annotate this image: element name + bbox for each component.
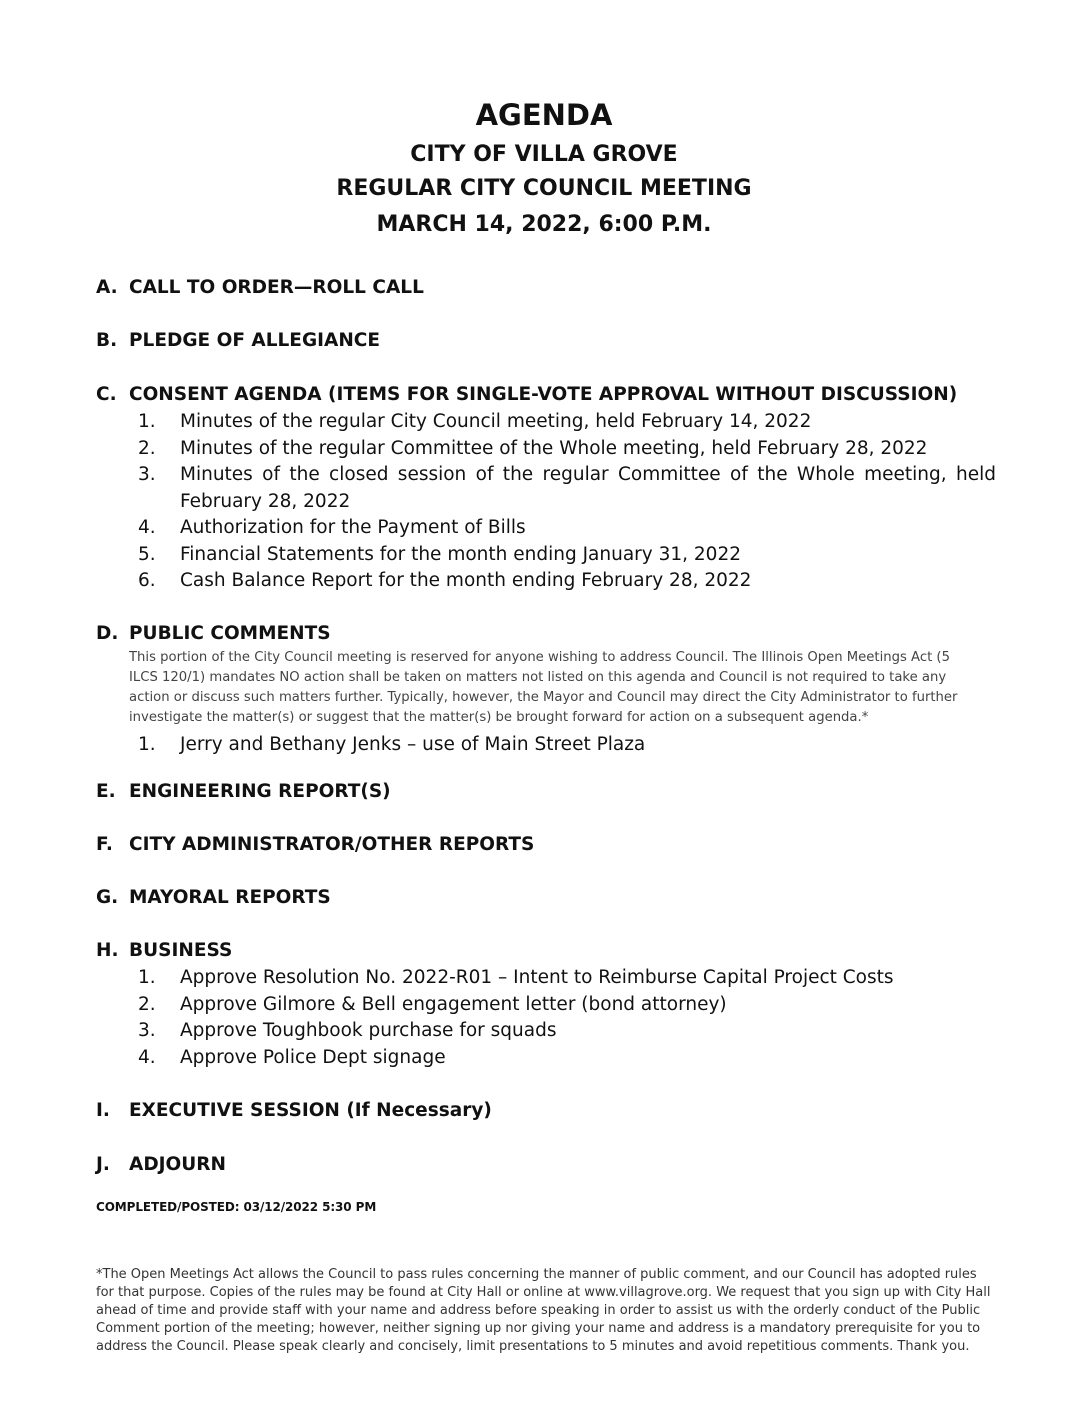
list-item	[96, 568, 996, 595]
section-j	[96, 1154, 996, 1175]
section-h	[96, 940, 996, 1071]
section-c	[96, 384, 996, 595]
section-b	[96, 330, 996, 351]
section-letter: G.	[96, 887, 119, 908]
item-number: 1.	[138, 967, 156, 988]
section-title: BUSINESS	[129, 940, 233, 961]
item-number: 4.	[138, 517, 156, 538]
list-item	[96, 462, 996, 515]
item-text: Cash Balance Report for the month ending February 28, 2022	[180, 570, 752, 591]
section-heading	[96, 834, 996, 855]
section-title: CITY ADMINISTRATOR/OTHER REPORTS	[129, 834, 535, 855]
section-a	[96, 277, 996, 298]
list-item	[96, 542, 996, 569]
section-d	[96, 623, 996, 759]
item-text: Approve Gilmore & Bell engagement letter (bond attorney)	[180, 993, 727, 1015]
item-number: 1.	[138, 734, 156, 755]
public-comments-note: This portion of the City Council meeting is reserved for anyone wishing to address Council. The Illinois Open Meetings Act (5 ILCS 120/1) mandates NO action shall be taken on matters not listed on this agenda and Council is not required to take any action or discuss such matters further. Typically, however, the Mayor and Council may direct the City Administrator to further investigate the matter(s) or suggest that the matter(s) be brought forward for action on a subsequent agenda.*	[129, 650, 958, 725]
section-letter: E.	[96, 781, 116, 802]
item-text: Approve Resolution No. 2022-R01 – Intent to Reimburse Capital Project Costs	[180, 967, 894, 988]
list-item	[96, 992, 996, 1019]
section-heading	[96, 384, 996, 405]
list-item	[96, 1045, 996, 1072]
item-text: Approve Police Dept signage	[180, 1046, 446, 1068]
section-e	[96, 781, 996, 802]
public-comments-list	[96, 732, 996, 759]
section-heading	[96, 887, 996, 908]
item-text: Financial Statements for the month ending January 31, 2022	[180, 543, 741, 565]
item-number: 5.	[138, 543, 156, 565]
section-title: ENGINEERING REPORT(S)	[129, 781, 391, 802]
section-f	[96, 834, 996, 855]
item-text: Authorization for the Payment of Bills	[180, 517, 526, 538]
list-item	[96, 409, 996, 436]
item-text: Minutes of the regular City Council meeting, held February 14, 2022	[180, 411, 812, 432]
meeting-date-time: MARCH 14, 2022, 6:00 P.M.	[376, 212, 712, 237]
section-title: PUBLIC COMMENTS	[129, 623, 331, 644]
list-item	[96, 1018, 996, 1045]
section-heading	[96, 940, 996, 961]
section-letter: C.	[96, 384, 117, 405]
item-number: 6.	[138, 570, 156, 591]
section-heading	[96, 1100, 996, 1121]
section-letter: I.	[96, 1100, 110, 1121]
section-title: CALL TO ORDER—ROLL CALL	[129, 277, 424, 298]
section-letter: H.	[96, 940, 119, 961]
section-letter: A.	[96, 277, 118, 298]
item-number: 2.	[138, 437, 156, 459]
item-number: 1.	[138, 411, 156, 432]
section-title: EXECUTIVE SESSION (If Necessary)	[129, 1100, 492, 1121]
item-number: 3.	[138, 464, 156, 485]
footnote: *The Open Meetings Act allows the Council to pass rules concerning the manner of public comment, and our Council has adopted rules for that purpose. Copies of the rules may be found at City Hall or online at www.villagrove.org. We request that you sign up with City Hall ahead of time and provide staff with your name and address before speaking in order to assist us with the orderly conduct of the Public Comment portion of the meeting; however, neither signing up nor giving your name and address is a mandatory prerequisite for you to address the Council. Please speak clearly and concisely, limit presentations to 5 minutes and avoid repetitious comments. Thank you.	[96, 1267, 991, 1354]
list-item	[96, 965, 996, 992]
list-item	[96, 436, 996, 463]
section-heading	[96, 330, 996, 351]
item-text: Approve Toughbook purchase for squads	[180, 1020, 557, 1041]
section-heading	[96, 1154, 996, 1175]
section-heading	[96, 623, 996, 644]
section-title: ADJOURN	[129, 1154, 227, 1175]
item-text: Jerry and Bethany Jenks – use of Main Street Plaza	[180, 734, 646, 755]
section-title: MAYORAL REPORTS	[129, 887, 331, 908]
section-i	[96, 1100, 996, 1121]
item-text: Minutes of the closed session of the regular Committee of the Whole meeting, held February 28, 2022	[180, 464, 996, 512]
item-text: Minutes of the regular Committee of the Whole meeting, held February 28, 2022	[180, 437, 928, 459]
section-heading	[96, 781, 996, 802]
list-item	[96, 515, 996, 542]
section-g	[96, 887, 996, 908]
meeting-name: REGULAR CITY COUNCIL MEETING	[336, 176, 752, 201]
item-number: 2.	[138, 993, 156, 1015]
item-number: 4.	[138, 1046, 156, 1068]
section-title: PLEDGE OF ALLEGIANCE	[129, 330, 381, 351]
section-letter: F.	[96, 834, 113, 855]
city-name: CITY OF VILLA GROVE	[410, 142, 678, 167]
posted-timestamp: COMPLETED/POSTED: 03/12/2022 5:30 PM	[96, 1200, 377, 1214]
consent-agenda-list	[96, 409, 996, 595]
item-number: 3.	[138, 1020, 156, 1041]
agenda-title: AGENDA	[475, 98, 613, 132]
business-list	[96, 965, 996, 1071]
section-letter: D.	[96, 623, 119, 644]
section-letter: J.	[96, 1154, 110, 1175]
section-title: CONSENT AGENDA (ITEMS FOR SINGLE-VOTE APPROVAL WITHOUT DISCUSSION)	[129, 384, 958, 405]
section-letter: B.	[96, 330, 118, 351]
section-heading	[96, 277, 996, 298]
list-item	[96, 732, 996, 759]
